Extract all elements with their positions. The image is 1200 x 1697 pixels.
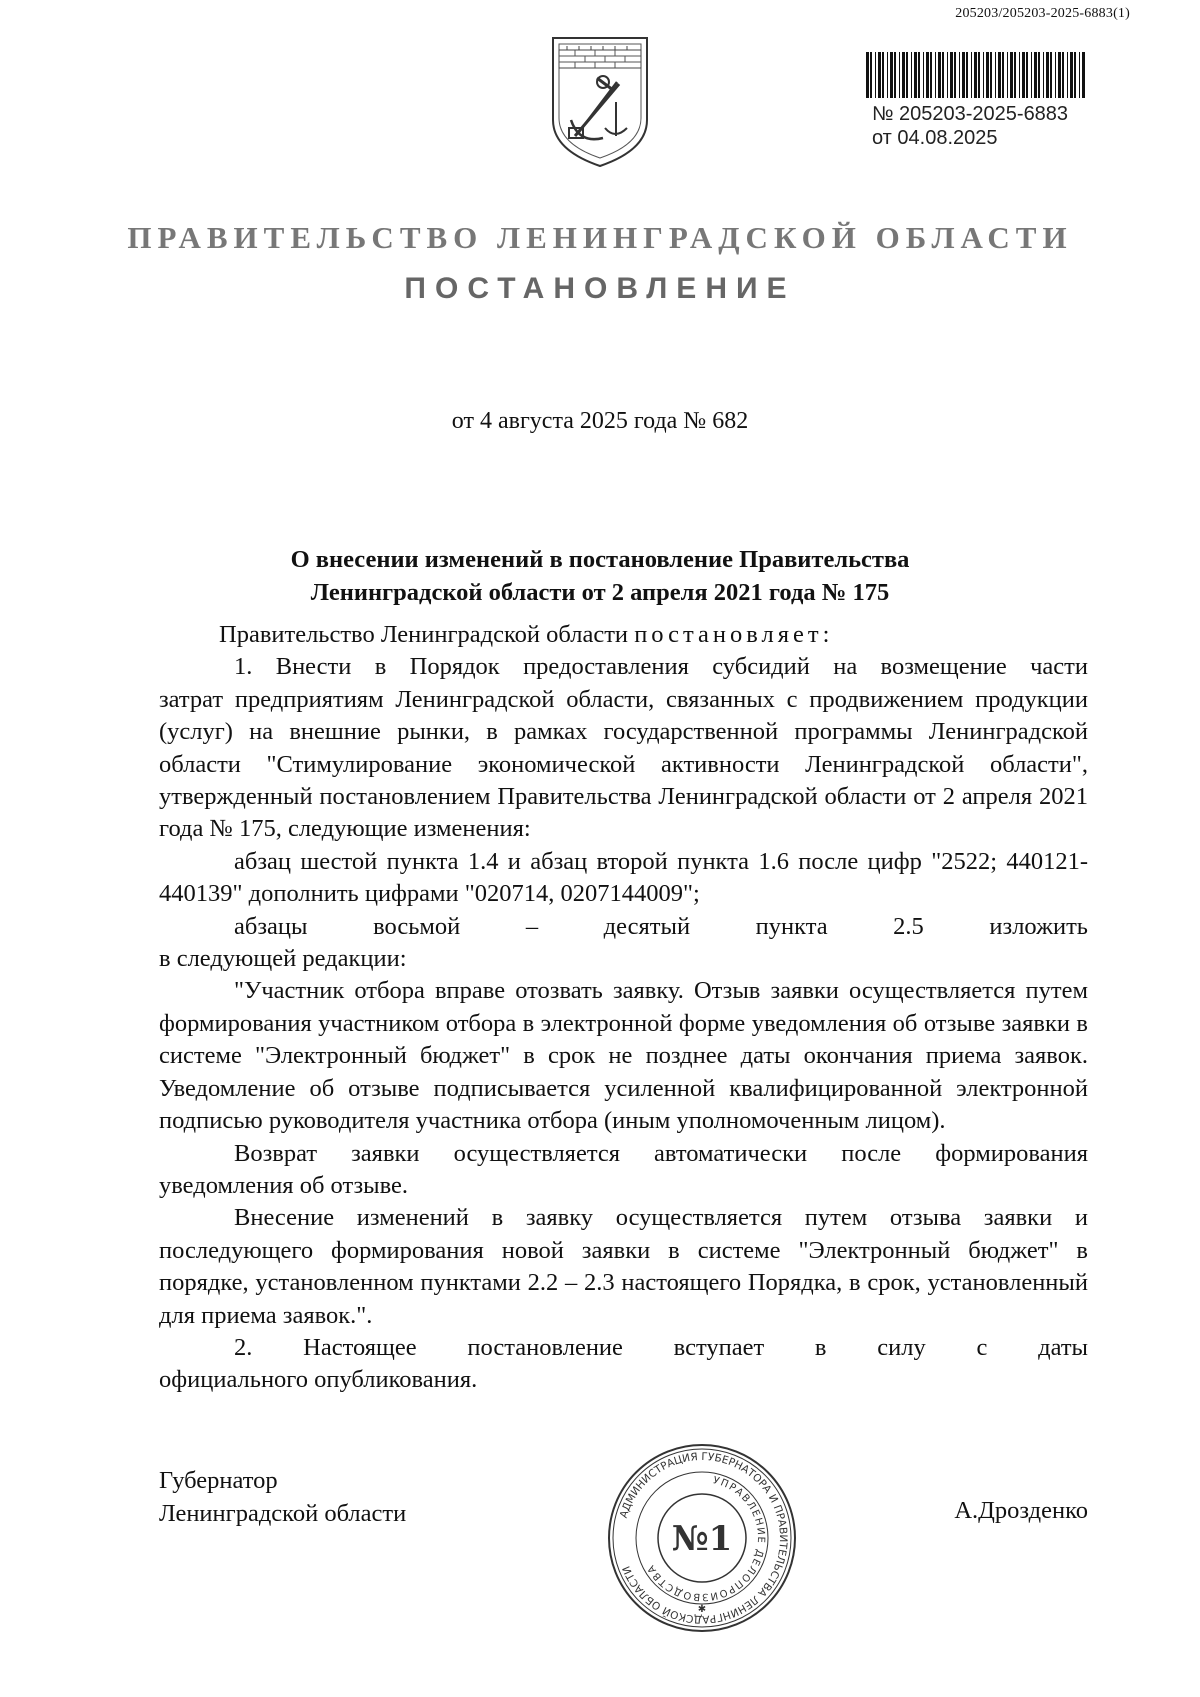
barcode-bar — [974, 52, 977, 98]
official-seal-icon — [606, 1442, 798, 1634]
barcode-bar — [1007, 52, 1008, 98]
barcode-bar — [998, 52, 1001, 98]
organization-heading: ПРАВИТЕЛЬСТВО ЛЕНИНГРАДСКОЙ ОБЛАСТИ — [127, 220, 1073, 255]
decree-intro — [159, 619, 1088, 651]
barcode-bar — [1074, 52, 1076, 98]
barcode-bar — [1082, 52, 1085, 98]
barcode-bar — [1062, 52, 1064, 98]
paragraph-7-first-line: 2. Настоящее постановление вступает в силу с даты — [234, 1333, 1088, 1361]
decree-date-number: от 4 августа 2025 года № 682 — [451, 408, 749, 434]
barcode-bar — [959, 52, 960, 98]
barcode-bar — [923, 52, 924, 98]
document-body — [159, 619, 1088, 1397]
subject-line: Ленинградской области от 2 апреля 2021 года № 175 — [310, 579, 890, 606]
position-line: Губернатор — [159, 1467, 278, 1494]
registration-block — [872, 102, 1068, 150]
barcode-bar — [950, 52, 953, 98]
signatory-position — [159, 1464, 406, 1530]
paragraph-3-first-line: абзацы восьмой – десятый пункта 2.5 изложить — [234, 912, 1088, 940]
paragraph-1-rest: затрат предприятиям Ленинградской области, связанных с продвижением продукции (услуг) на внешние рынки, в рамках государственной программы Ленинградской области "Стимулирование экономической активности Ленинградской области", утвержденный постановлением Правительства Ленинградской области от 2 апреля 2021 года № 175, следующие изменения: — [159, 685, 1088, 843]
barcode-bar — [1014, 52, 1016, 98]
signatory-name: А.Дрозденко — [954, 1497, 1088, 1524]
barcode-bar — [983, 52, 984, 98]
barcode-bar — [1067, 52, 1068, 98]
registration-date: от 04.08.2025 — [872, 127, 998, 149]
document-type-heading: ПОСТАНОВЛЕНИЕ — [404, 272, 796, 305]
registration-number: № 205203-2025-6883 — [872, 103, 1069, 125]
paragraph-5: Возврат заявки осуществляется автоматически после формирования уведомления об отзыве. — [159, 1139, 1088, 1199]
barcode-bar — [990, 52, 992, 98]
barcode-bar — [875, 52, 876, 98]
barcode-bar — [962, 52, 965, 98]
barcode-bar — [971, 52, 972, 98]
barcode-bar — [1046, 52, 1049, 98]
barcode-bar — [954, 52, 956, 98]
barcode-bar — [878, 52, 881, 98]
seal-star-icon: ✱ — [697, 1604, 707, 1615]
barcode-icon — [866, 52, 1086, 98]
barcode-bar — [1010, 52, 1013, 98]
barcode-bar — [894, 52, 896, 98]
barcode-bar — [1019, 52, 1020, 98]
barcode-bar — [914, 52, 917, 98]
barcode-bar — [978, 52, 980, 98]
barcode-bar — [890, 52, 893, 98]
decree-subject — [0, 543, 1200, 609]
position-line: Ленинградской области — [159, 1500, 407, 1527]
seal-inner-text: УПРАВЛЕНИЕ ДЕЛОПРОИЗВОДСТВА — [645, 1475, 767, 1603]
barcode-bar — [938, 52, 941, 98]
barcode-bar — [1050, 52, 1052, 98]
paragraph-1-first-line: 1. Внести в Порядок предоставления субсидий на возмещение части — [234, 653, 1088, 681]
barcode-bar — [906, 52, 908, 98]
barcode-bar — [1038, 52, 1040, 98]
paragraph-3-second-line: в следующей редакции: — [159, 945, 407, 973]
barcode-bar — [1026, 52, 1028, 98]
subject-line: О внесении изменений в постановление Правительства — [290, 546, 910, 573]
seal-number: №1 — [671, 1519, 733, 1559]
barcode-bar — [1043, 52, 1044, 98]
barcode-bar — [942, 52, 944, 98]
barcode-bar — [1055, 52, 1056, 98]
paragraph-7-second-line: официального опубликования. — [159, 1366, 478, 1394]
barcode-bar — [870, 52, 872, 98]
barcode-bar — [882, 52, 884, 98]
barcode-bar — [1034, 52, 1037, 98]
barcode-bar — [887, 52, 888, 98]
barcode-bar — [986, 52, 989, 98]
paragraph-2: абзац шестой пункта 1.4 и абзац второй пункта 1.6 после цифр "2522; 440121-440139" дополнить цифрами "020714, 0207144009"; — [159, 847, 1088, 908]
paragraph-6: Внесение изменений в заявку осуществляется путем отзыва заявки и последующего формирования новой заявки в системе "Электронный бюджет" в порядке, установленном пунктами 2.2 – 2.3 настоящего Порядка, в срок, установленный для приема заявок.". — [159, 1204, 1088, 1329]
barcode-bar — [1022, 52, 1025, 98]
barcode-bar — [966, 52, 968, 98]
barcode-bar — [1079, 52, 1080, 98]
barcode-bar — [995, 52, 996, 98]
decree-intro-text: Правительство Ленинградской области — [219, 621, 635, 648]
barcode-bar — [947, 52, 948, 98]
decree-verb: постановляет: — [634, 621, 834, 648]
barcode-bar — [899, 52, 900, 98]
barcode-bar — [902, 52, 905, 98]
barcode-bar — [911, 52, 912, 98]
barcode-bar — [1002, 52, 1004, 98]
document-reference: 205203/205203-2025-6883(1) — [955, 6, 1130, 21]
seal-ring-text: АДМИНИСТРАЦИЯ ГУБЕРНАТОРА И ПРАВИТЕЛЬСТВА ЛЕНИНГРАДСКОЙ ОБЛАСТИ — [617, 1450, 790, 1626]
barcode-bar — [918, 52, 920, 98]
paragraph-4: "Участник отбора вправе отозвать заявку. Отзыв заявки осуществляется путем формирования участником отбора в электронной форме уведомления об отзыве заявки в системе "Электронный бюджет" в срок не позднее даты окончания приема заявок. Уведомление об отзыве подписывается усиленной квалифицированной электронной подписью руководителя участника отбора (иным уполномоченным лицом). — [159, 977, 1088, 1135]
barcode-bar — [935, 52, 936, 98]
coat-of-arms-icon — [545, 32, 655, 172]
barcode-bar — [1058, 52, 1061, 98]
barcode-bar — [1031, 52, 1032, 98]
barcode-bar — [930, 52, 932, 98]
barcode-bar — [926, 52, 929, 98]
barcode-bar — [866, 52, 869, 98]
barcode-bar — [1070, 52, 1073, 98]
